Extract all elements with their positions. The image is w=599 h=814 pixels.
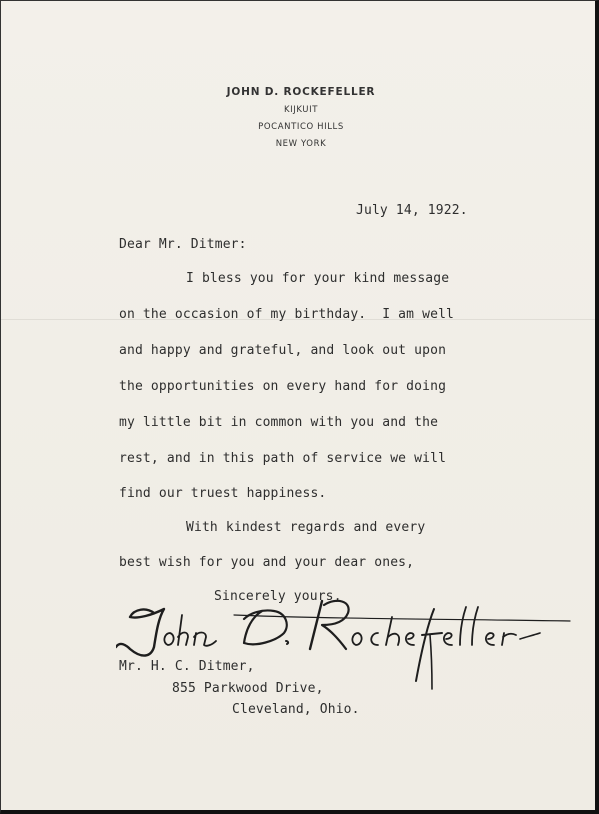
body-line: and happy and grateful, and look out upon xyxy=(119,343,447,358)
body-line: rest, and in this path of service we will xyxy=(119,451,447,466)
recipient-city: Cleveland, Ohio. xyxy=(232,702,360,717)
letterhead-state: NEW YORK xyxy=(275,139,327,149)
salutation: Dear Mr. Ditmer: xyxy=(119,237,247,252)
letterhead-estate: KIJKUIT xyxy=(283,105,319,115)
body-line: find our truest happiness. xyxy=(119,486,327,501)
body-line: the opportunities on every hand for doing xyxy=(119,379,447,394)
body-line: on the occasion of my birthday. I am well xyxy=(119,307,455,322)
body-line: I bless you for your kind message xyxy=(186,271,450,286)
recipient-street: 855 Parkwood Drive, xyxy=(172,681,324,696)
letterhead-name: JOHN D. ROCKEFELLER xyxy=(226,86,376,98)
letter-date: July 14, 1922. xyxy=(356,203,468,218)
letterhead xyxy=(201,83,401,153)
body-line: best wish for you and your dear ones, xyxy=(119,555,415,570)
closing: Sincerely yours, xyxy=(214,589,342,604)
letterhead-locality: POCANTICO HILLS xyxy=(258,122,344,132)
body-line: With kindest regards and every xyxy=(186,520,426,535)
recipient-name: Mr. H. C. Ditmer, xyxy=(119,659,255,674)
body-line: my little bit in common with you and the xyxy=(119,415,439,430)
